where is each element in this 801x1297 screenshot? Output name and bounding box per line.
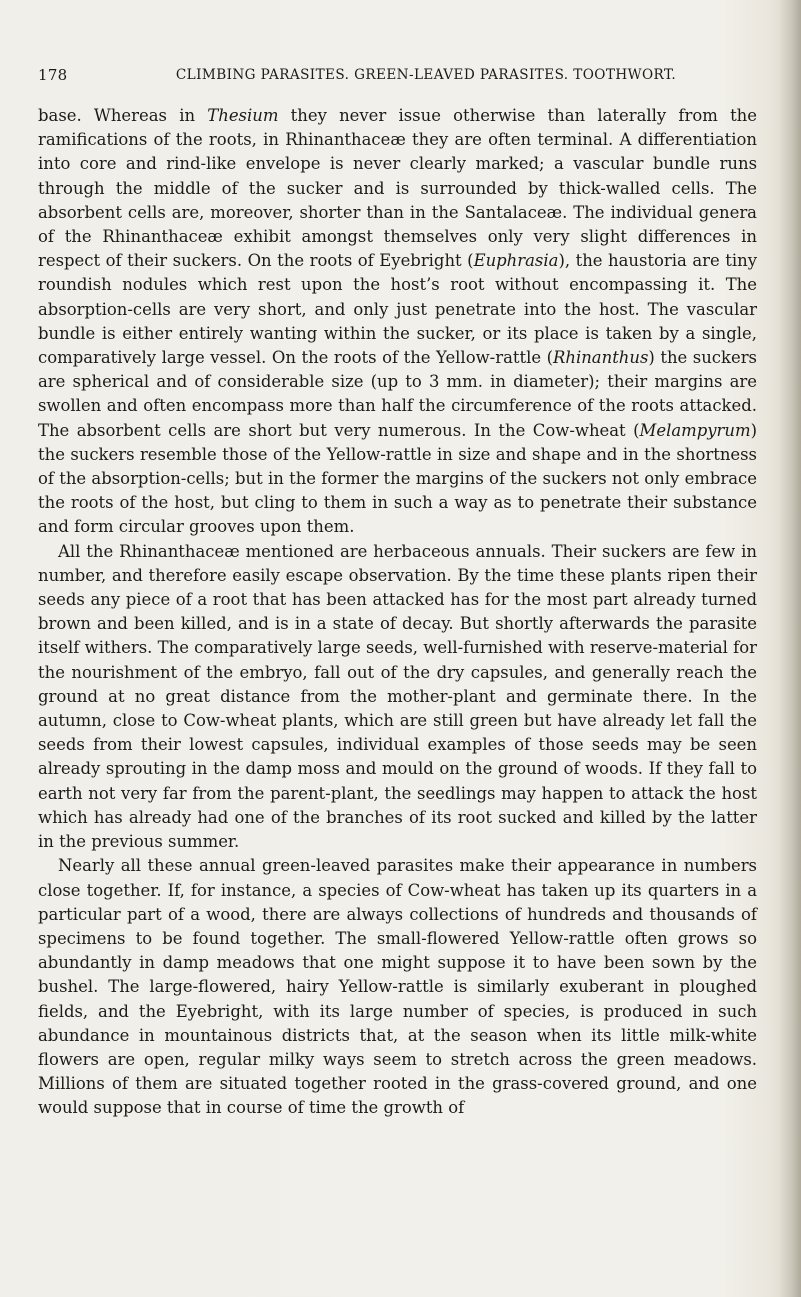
page-number: 178 xyxy=(38,66,68,84)
text-run: Nearly all these annual green-leaved parasites make their appearance in numbers close together. If, for instance, a species of Cow-wheat has taken up its quarters in a particular part of a wood, there are always collections of hundreds and thousands of specimens to be found together. The small-flowered Yellow-rattle often grows so abundantly in damp meadows that one might suppose it to have been sown by the bushel. The large-flowered, hairy Yellow-rattle is similarly exuberant in ploughed fields, and the Eyebright, with its large number of species, is produced in such abundance in mountainous districts that, at the season when its little milk-white flowers are open, regular milky ways seem to stretch across the green meadows. Millions of them are situated together rooted in the grass-covered ground, and one would suppose that in course of time the growth of xyxy=(38,856,757,1118)
page-header xyxy=(38,66,756,88)
italic-term: Thesium xyxy=(207,106,279,125)
text-run: base. Whereas in xyxy=(38,106,208,125)
text-run: they never issue otherwise than laterally from the ramifications of the roots, in Rhinanthaceæ they are often terminal. A differentiation into core and rind-like envelope is never clearly marked; a vascular bundle runs through the middle of the sucker and is surrounded by thick-walled cells. The absorbent cells are, moreover, shorter than in the Santalaceæ. The individual genera of the Rhinanthaceæ exhibit amongst themselves only very slight differences in respect of their suckers. On the roots of Eyebright ( xyxy=(38,106,757,271)
paragraph xyxy=(38,854,757,1120)
running-head: CLIMBING PARASITES. GREEN-LEAVED PARASITES. TOOTHWORT. xyxy=(175,67,677,83)
italic-term: Euphrasia xyxy=(473,251,559,271)
paragraph xyxy=(38,104,757,540)
paragraph xyxy=(38,540,757,855)
text-run: ), the haustoria are tiny roundish nodules which rest upon the host’s root without encompassing it. The absorption-cells are very short, and only just penetrate into the host. The vascular bundle is either entirely wanting within the sucker, or its place is taken by a single, comparatively large vessel. On the roots of the Yellow-rattle ( xyxy=(38,251,757,368)
page-edge-shadow xyxy=(779,0,801,1297)
text-run: All the Rhinanthaceæ mentioned are herbaceous annuals. Their suckers are few in number, and therefore easily escape observation. By the time these plants ripen their seeds any piece of a root that has been attacked has for the most part already turned brown and been killed, and is in a state of decay. But shortly afterwards the parasite itself withers. The comparatively large seeds, well-furnished with reserve-material for the nourishment of the embryo, fall out of the dry capsules, and generally reach the ground at no great distance from the mother-plant and germinate there. In the autumn, close to Cow-wheat plants, which are still green but have already let fall the seeds from their lowest capsules, individual examples of those seeds may be seen already sprouting in the damp moss and mould on the ground of woods. If they fall to earth not very far from the parent-plant, the seedlings may happen to attack the host which has already had one of the branches of its root sucked and killed by the latter in the previous summer. xyxy=(38,541,757,852)
text-run: ) the suckers resemble those of the Yellow-rattle in size and shape and in the shortness of the absorption-cells; but in the former the margins of the suckers not only embrace the roots of the host, but cling to them in such a way as to penetrate their substance and form circular grooves upon them. xyxy=(38,420,757,537)
italic-term: Rhinanthus xyxy=(553,348,649,368)
italic-term: Melampyrum xyxy=(639,420,751,440)
body-text xyxy=(38,104,757,1121)
text-run: ) the suckers are spherical and of considerable size (up to 3 mm. in diameter); their margins are swollen and often encompass more than half the circumference of the roots attacked. The absorbent cells are short but very numerous. In the Cow-wheat ( xyxy=(38,348,757,440)
